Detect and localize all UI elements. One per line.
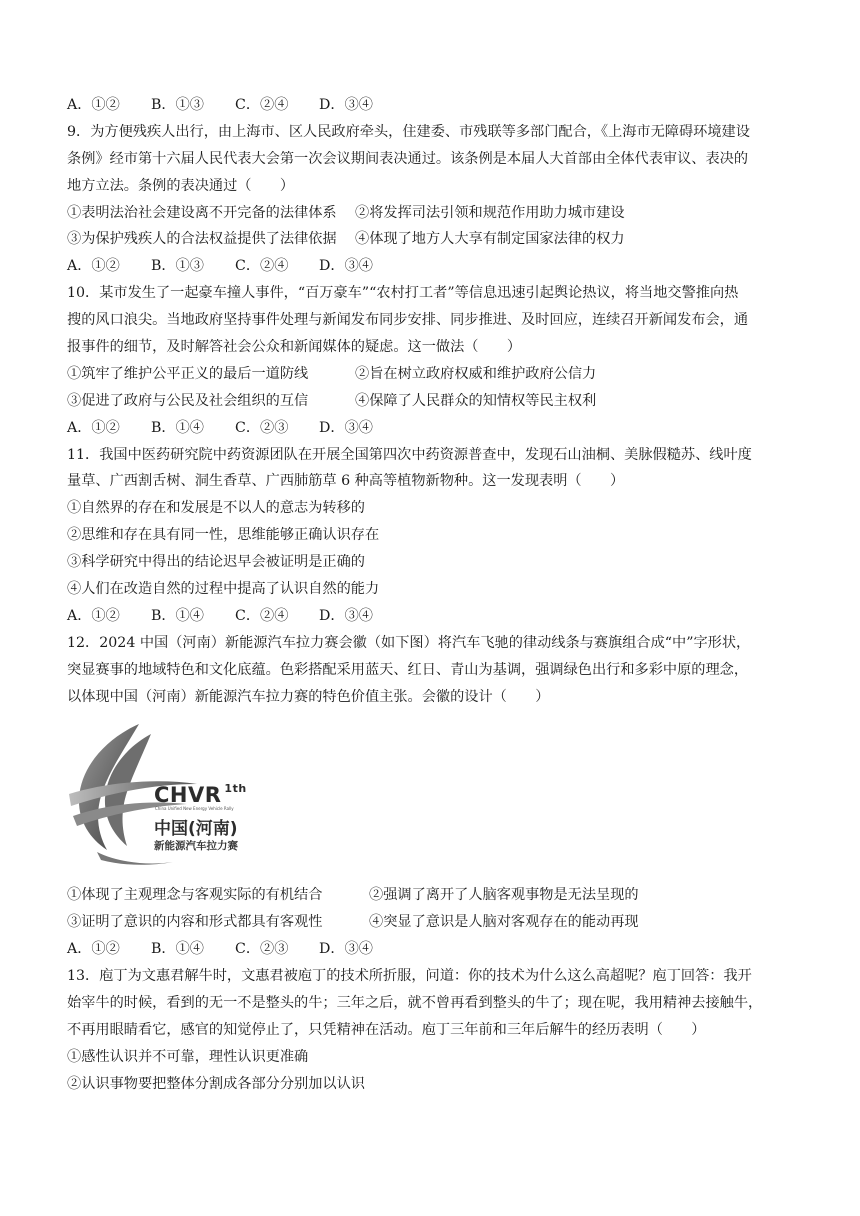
q10-statement-3: ③促进了政府与公民及社会组织的互信 — [67, 392, 309, 409]
q9-statement-2: ②将发挥司法引领和规范作用助力城市建设 — [355, 204, 625, 221]
q13-statement-2: ②认识事物要把整体分割成各部分分别加以认识 — [67, 1075, 365, 1092]
q12-option-d[interactable]: D．③④ — [319, 941, 373, 958]
q11-statement-3: ③科学研究中得出的结论迟早会被证明是正确的 — [67, 554, 365, 571]
q10-option-a[interactable]: A．①② — [67, 419, 120, 436]
q9-option-b[interactable]: B．①③ — [151, 258, 204, 275]
q9-statement-1: ①表明法治社会建设离不开完备的法律体系 — [67, 204, 337, 221]
rally-logo — [67, 720, 257, 870]
q10-option-c[interactable]: C．②③ — [235, 419, 289, 436]
question-13 — [67, 963, 797, 1097]
q8-option-c[interactable]: C．②④ — [235, 97, 289, 113]
question-10 — [67, 280, 797, 441]
q9-stem-line: 地方立法。条例的表决通过（ ） — [67, 177, 295, 194]
q13-stem-line: 13．庖丁为文惠君解牛时，文惠君被庖丁的技术所折服，问道：你的技术为什么这么高超呢？庖丁回答：我开 — [67, 968, 752, 985]
q10-statement-4: ④保障了人民群众的知情权等民主权利 — [355, 392, 597, 409]
q11-option-b[interactable]: B．①④ — [151, 607, 204, 624]
q11-statement-2: ②思维和存在具有同一性，思维能够正确认识存在 — [67, 527, 380, 544]
q8-option-a[interactable]: A．①② — [67, 97, 120, 113]
q9-statements-row — [67, 226, 797, 253]
q9-options — [67, 253, 797, 280]
q12-stem-line: 突显赛事的地域特色和文化底蕴。色彩搭配采用蓝天、红日、青山为基调，强调绿色出行和多彩中原的理念， — [67, 661, 749, 678]
q13-statement-1: ①感性认识并不可靠，理性认识更准确 — [67, 1048, 309, 1065]
exam-page — [67, 92, 797, 1098]
q9-statements-row — [67, 200, 797, 227]
q10-options — [67, 415, 797, 442]
question-9 — [67, 119, 797, 280]
q13-stem-line: 始宰牛的时候，看到的无一不是整头的牛；三年之后，就不曾再看到整头的牛了；现在呢，我用精神去接触牛， — [67, 995, 763, 1012]
question-11 — [67, 442, 797, 630]
q9-statement-3: ③为保护残疾人的合法权益提供了法律依据 — [67, 231, 337, 248]
q12-statement-2: ②强调了离开了人脑客观事物是无法呈现的 — [369, 887, 639, 904]
q10-option-d[interactable]: D．③④ — [319, 419, 373, 436]
q12-stem-line: 以体现中国（河南）新能源汽车拉力赛的特色价值主张。会徽的设计（ ） — [67, 688, 550, 705]
rally-logo-tagline: China Unified New Energy Vehicle Rally — [155, 806, 234, 812]
q11-options — [67, 603, 797, 630]
q10-stem-line: 搜的风口浪尖。当地政府坚持事件处理与新闻发布同步安排、同步推进、及时回应，连续召开新闻发布会，通 — [67, 312, 749, 329]
q11-statement-1: ①自然界的存在和发展是不以人的意志为转移的 — [67, 500, 365, 517]
q12-options — [67, 936, 797, 963]
q12-option-a[interactable]: A．①② — [67, 941, 120, 958]
q12-stem-line: 12．2024 中国（河南）新能源汽车拉力赛会徽（如下图）将汽车飞驰的律动线条与赛旗组合成“中”字形状， — [67, 634, 751, 651]
rally-logo-event: 新能源汽车拉力赛 — [154, 840, 238, 853]
q12-statement-3: ③证明了意识的内容和形式都具有客观性 — [67, 914, 323, 931]
q10-statements-row — [67, 388, 797, 415]
q11-option-a[interactable]: A．①② — [67, 607, 120, 624]
rally-logo-brand: CHVR $^{1th}$ — [154, 782, 247, 808]
q11-option-c[interactable]: C．②④ — [235, 607, 289, 624]
q12-option-b[interactable]: B．①④ — [151, 941, 204, 958]
q12-statement-4: ④突显了意识是人脑对客观存在的能动再现 — [369, 914, 639, 931]
q8-option-b[interactable]: B．①③ — [151, 97, 204, 113]
q10-statement-2: ②旨在树立政府权威和维护政府公信力 — [355, 365, 597, 382]
q10-statement-1: ①筑牢了维护公平正义的最后一道防线 — [67, 365, 309, 382]
q9-option-d[interactable]: D．③④ — [319, 258, 373, 275]
q13-stem-line: 不再用眼睛看它，感官的知觉停止了，只凭精神在活动。庖丁三年前和三年后解牛的经历表明（ ） — [67, 1021, 706, 1038]
q9-stem-line: 9．为方便残疾人出行，由上海市、区人民政府牵头，住建委、市残联等多部门配合，《上海市无障碍环境建设 — [67, 123, 750, 140]
q9-stem-line: 条例》经市第十六届人民代表大会第一次会议期间表决通过。该条例是本届人大首部由全体代表审议、表决的 — [67, 150, 749, 167]
rally-logo-region: 中国(河南) — [154, 819, 238, 840]
question-12 — [67, 630, 797, 963]
q10-statements-row — [67, 361, 797, 388]
q10-stem-line: 10．某市发生了一起豪车撞人事件，“百万豪车”“农村打工者”等信息迅速引起舆论热议，将当地交警推向热 — [67, 285, 739, 302]
q12-statements-row — [67, 882, 797, 909]
q8-options — [67, 92, 797, 119]
q10-option-b[interactable]: B．①④ — [151, 419, 204, 436]
q11-option-d[interactable]: D．③④ — [319, 607, 373, 624]
q12-statements-row — [67, 909, 797, 936]
q12-statement-1: ①体现了主观理念与客观实际的有机结合 — [67, 887, 323, 904]
q11-stem-line: 量草、广西割舌树、洞生香草、广西肺筋草 6 种高等植物新物种。这一发现表明（ ） — [67, 473, 625, 490]
q11-stem-line: 11．我国中医药研究院中药资源团队在开展全国第四次中药资源普查中，发现石山油桐、美脉假糙苏、线叶度 — [67, 446, 752, 463]
q8-option-d[interactable]: D．③④ — [319, 97, 373, 113]
q12-option-c[interactable]: C．②③ — [235, 941, 289, 958]
q9-statement-4: ④体现了地方人大享有制定国家法律的权力 — [355, 231, 625, 248]
q10-stem-line: 报事件的细节，及时解答社会公众和新闻媒体的疑虑。这一做法（ ） — [67, 339, 522, 356]
q9-option-a[interactable]: A．①② — [67, 258, 120, 275]
q9-option-c[interactable]: C．②④ — [235, 258, 289, 275]
q11-statement-4: ④人们在改造自然的过程中提高了认识自然的能力 — [67, 581, 380, 598]
